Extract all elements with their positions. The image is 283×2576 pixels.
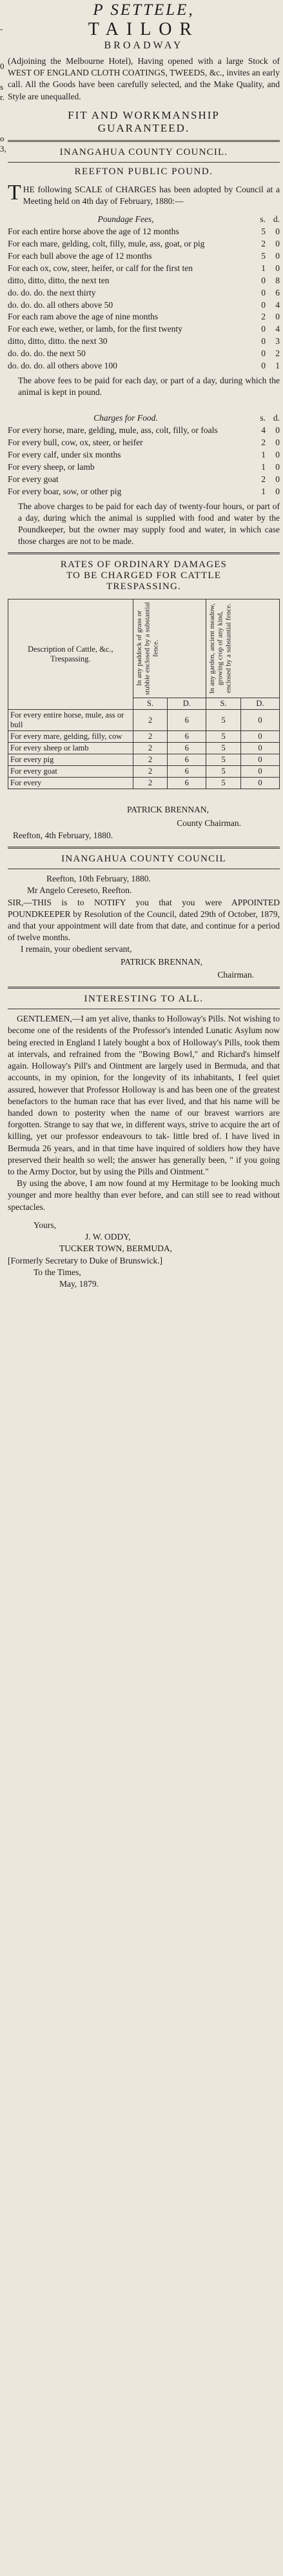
letter-council: INANGAHUA COUNTY COUNCIL (61, 854, 226, 865)
fee-description: For every calf, under six months (8, 450, 121, 459)
damages-row (8, 778, 280, 789)
damages-value: 5 (206, 743, 241, 754)
fee-description: For every horse, mare, gelding, mule, ass, colt, filly, or foals (8, 425, 218, 436)
food-heading: Charges for Food. (93, 413, 158, 423)
fee-shillings: 1 (261, 461, 266, 472)
damages-value: 6 (168, 766, 206, 778)
fee-pence: 3 (275, 336, 280, 347)
fee-shillings: 5 (261, 226, 266, 237)
damages-description: For every sheep or lamb (8, 743, 133, 754)
tailor-trade: TAILOR (88, 19, 200, 39)
fees-header (8, 214, 280, 226)
letter-signer: PATRICK BRENNAN, (120, 956, 202, 967)
fee-row (8, 287, 280, 299)
damages-description: For every mare, gelding, filly, cow (8, 731, 133, 743)
tailor-body: (Adjoining the Melbourne Hotel), Having opened with a large Stock of WEST OF ENGLAND CLOTH COATINGS, TWEEDS, &c., invites an early call. All the Goods have been carefully selected, and the Make Quality, and Style are unequalled. (8, 56, 280, 101)
fee-description: do. do. do. all others above 100 (8, 361, 117, 370)
fee-pence: 0 (275, 450, 280, 459)
damages-description: For every pig (8, 754, 133, 766)
damages-value: 5 (206, 710, 241, 731)
fee-shillings: 5 (261, 250, 266, 261)
fee-row (8, 486, 280, 498)
council-heading: INANGAHUA COUNTY COUNCIL. (59, 146, 228, 157)
damages-description: For every goat (8, 766, 133, 778)
letter-addressee: Mr Angelo Cereseto, Reefton. (27, 885, 132, 896)
fee-description: ditto, ditto, ditto, the next ten (8, 275, 110, 285)
tailor-slogan-1: FIT AND WORKMANSHIP (68, 108, 220, 121)
drop-cap: T (8, 180, 21, 205)
damages-value: 2 (133, 754, 168, 766)
fee-row (8, 238, 280, 250)
letter-closing: I remain, your obedient servant, (21, 944, 132, 954)
damages-value: 6 (168, 778, 206, 789)
fee-pence: 2 (275, 348, 280, 359)
damages-row (8, 710, 280, 731)
fee-row (8, 360, 280, 372)
margin-stub: s (0, 83, 4, 91)
fee-pence: 4 (275, 299, 280, 310)
fee-shillings: 2 (261, 239, 266, 249)
divider (8, 140, 280, 142)
fee-row (8, 461, 280, 474)
fee-pence: 0 (275, 263, 280, 273)
fee-pence: 0 (275, 250, 280, 261)
council-notice (8, 147, 280, 548)
fee-row (8, 250, 280, 263)
col-paddock (133, 599, 206, 698)
col-pence: d. (273, 214, 280, 225)
fee-description: For every sheep, or lamb (8, 461, 95, 472)
damages-value: 6 (168, 710, 206, 731)
letter-signer-title: Chairman. (217, 969, 254, 980)
fee-row (8, 275, 280, 287)
fee-pence: 1 (275, 361, 280, 370)
damages-value: 2 (133, 778, 168, 789)
fee-row (8, 323, 280, 336)
damages-value: 2 (133, 731, 168, 743)
intro-text: HE following SCALE of CHARGES has been adopted by Council at a Meeting held on 4th day of February, 1880:— (23, 184, 280, 206)
holloway-title: INTERESTING TO ALL. (84, 994, 204, 1005)
fee-row (8, 474, 280, 486)
col-garden-label: In any garden, ancient meadow, growing crop of any kind, enclosed by a substantial fence. (208, 603, 233, 694)
fee-pence: 0 (275, 438, 280, 448)
margin-stub: - (0, 25, 3, 33)
fee-pence: 4 (275, 324, 280, 334)
damages-value: 6 (168, 754, 206, 766)
margin-stub: 3, (0, 145, 6, 153)
tailor-name: P SETTELE, (93, 1, 195, 19)
holloway-advertisement (8, 994, 280, 1290)
damages-value: 2 (133, 766, 168, 778)
fee-row (8, 348, 280, 360)
divider (8, 987, 280, 989)
col-shillings: s. (260, 214, 266, 225)
col-unit: S. (206, 698, 241, 710)
fee-description: For every bull, cow, ox, steer, or heifer (8, 438, 143, 448)
pound-heading: REEFTON PUBLIC POUND. (74, 166, 213, 177)
fee-row (8, 311, 280, 323)
damages-description: For every (8, 778, 133, 789)
col-unit: S. (133, 698, 168, 710)
fee-description: do. do. do. the next 50 (8, 348, 86, 359)
fee-shillings: 0 (261, 348, 266, 359)
holloway-body-2: By using the above, I am now found at my Hermitage to be looking much younger and more healthy than ever before, and can still see to read without spectacles. (8, 1178, 280, 1212)
fee-description: For every goat (8, 474, 59, 484)
damages-value: 2 (133, 743, 168, 754)
damages-value: 0 (240, 731, 279, 743)
food-header (8, 412, 280, 425)
fee-pence: 0 (275, 239, 280, 249)
tailor-street: BROADWAY (104, 40, 184, 51)
fee-shillings: 2 (261, 438, 266, 448)
fee-pence: 8 (275, 275, 280, 285)
fee-shillings: 0 (261, 324, 266, 334)
holloway-yours: Yours, (34, 1220, 57, 1230)
food-note: The above charges to be paid for each day of twenty-four hours, or part of a day, during which the animal is supplied with food and water by the Poundkeeper, but the owner may supply food and water, in which case those charges are not to be made. (18, 501, 280, 547)
fee-description: do. do. do. the next thirty (8, 287, 96, 297)
damages-value: 0 (240, 778, 279, 789)
margin-stub: o (0, 134, 5, 143)
appointment-letter (8, 854, 280, 981)
damages-title-2: TO BE CHARGED FOR CATTLE (66, 570, 222, 581)
col-garden (206, 599, 280, 698)
fee-row (8, 263, 280, 275)
damages-row (8, 743, 280, 754)
fee-shillings: 1 (261, 486, 266, 496)
fee-pence: 0 (275, 486, 280, 496)
fee-shillings: 0 (261, 361, 266, 370)
fees-heading: Poundage Fees, (97, 214, 154, 225)
fee-row (8, 226, 280, 238)
col-unit: D. (168, 698, 206, 710)
damages-value: 5 (206, 754, 241, 766)
letter-date: Reefton, 10th February, 1880. (46, 874, 151, 884)
fee-row (8, 425, 280, 437)
holloway-name: J. W. ODDY, (85, 1232, 131, 1242)
margin-stub: r. (0, 93, 5, 101)
col-description: Description of Cattle, &c., Trespassing. (8, 599, 133, 710)
fee-shillings: 0 (261, 275, 266, 285)
damages-value: 6 (168, 743, 206, 754)
damages-title-1: RATES OF ORDINARY DAMAGES (60, 559, 228, 570)
food-list (8, 425, 280, 498)
divider (8, 162, 280, 163)
fee-description: For every boar, sow, or other pig (8, 486, 122, 496)
damages-value: 5 (206, 766, 241, 778)
fee-pence: 0 (275, 474, 280, 484)
fee-shillings: 1 (261, 263, 266, 273)
damages-section (8, 559, 280, 841)
fee-description: For each ram above the age of nine months (8, 312, 159, 322)
fee-description: For each bull above the age of 12 months (8, 250, 152, 261)
fee-shillings: 0 (261, 287, 266, 297)
fee-row (8, 437, 280, 449)
article-column (8, 0, 280, 1290)
col-pence: d. (273, 413, 280, 423)
fee-pence: 0 (275, 461, 280, 472)
damages-date: Reefton, 4th February, 1880. (13, 830, 113, 840)
fee-description: For each ewe, wether, or lamb, for the first twenty (8, 324, 182, 334)
holloway-place: To the Times, (34, 1267, 81, 1277)
fee-shillings: 0 (261, 336, 266, 347)
holloway-date: May, 1879. (59, 1279, 99, 1289)
fee-pence: 0 (275, 425, 280, 436)
fee-shillings: 0 (261, 299, 266, 310)
damages-description: For every entire horse, mule, ass or bull (8, 710, 133, 731)
damages-signer-title: County Chairman. (177, 818, 241, 828)
fee-description: For each ox, cow, steer, heifer, or calf for the first ten (8, 263, 193, 273)
col-shillings: s. (260, 413, 266, 423)
damages-row (8, 766, 280, 778)
fee-pence: 0 (275, 312, 280, 322)
tailor-advertisement (8, 0, 280, 135)
damages-value: 5 (206, 778, 241, 789)
damages-title-3: TRESPASSING. (106, 581, 181, 592)
fee-row (8, 449, 280, 461)
fee-description: do. do. do. all others above 50 (8, 299, 113, 310)
damages-value: 6 (168, 731, 206, 743)
damages-value: 0 (240, 766, 279, 778)
fee-description: ditto, ditto, ditto. the next 30 (8, 336, 108, 347)
fee-shillings: 2 (261, 474, 266, 484)
divider (8, 552, 280, 554)
fee-row (8, 299, 280, 312)
holloway-body-1: GENTLEMEN,—I am yet alive, thanks to Holloway's Pills. Not wishing to become one of the residents of the Professor's intended Lunatic Asylum now being erected in England I lately bought a box of Holloway's Pills, took them at intervals, and refrained from the "Bowing Bowl," and Richard's himself again. Holloway's Pill's and Ointment are largely used in Bermuda, and that accounts, in my opinion, for the longevity of its inhabitants, I feel quiet assured, however that Professor Holloway is and has been one of the greatest benefactors to the human race that has ever lived, and that his name will be handed down to posterity when the name of our bravest warriors are forgotten. Strange to say that we, in different ways, strive to acquire the art of killing, yet our professor endeavours to tak- little bred of. I have lived in Bermuda 26 years, and in that time have inquired of soldiers how they have preserved their health so well; the answer has generally been, " if you going to the Army Doctor, but by using the Pills and Ointment." (8, 1014, 280, 1177)
damages-signer: PATRICK BRENNAN, (126, 805, 209, 815)
fee-shillings: 1 (261, 450, 266, 459)
holloway-address: TUCKER TOWN, BERMUDA, (59, 1243, 173, 1254)
damages-body (8, 710, 280, 789)
divider (8, 847, 280, 849)
damages-table (8, 599, 280, 789)
margin-stub: 0 (0, 62, 5, 70)
letter-body: SIR,—THIS is to NOTIFY you that you were APPOINTED POUNDKEEPER by Resolution of the Council, dated 29th of October, 1879, and that your appointment will date from that date, and continue for a period of twelve months. (8, 897, 280, 943)
council-intro (8, 180, 280, 207)
damages-value: 5 (206, 731, 241, 743)
fee-shillings: 4 (261, 425, 266, 436)
tailor-slogan-2: GUARANTEED. (97, 121, 190, 134)
damages-value: 0 (240, 710, 279, 731)
holloway-former: [Formerly Secretary to Duke of Brunswick.] (8, 1255, 162, 1265)
fee-pence: 6 (275, 287, 280, 297)
fee-shillings: 2 (261, 312, 266, 322)
damages-value: 0 (240, 743, 279, 754)
fee-description: For each entire horse above the age of 12 months (8, 226, 179, 237)
fee-row (8, 336, 280, 348)
fees-note: The above fees to be paid for each day, or part of a day, during which the animal is kept in pound. (18, 375, 280, 397)
col-unit: D. (240, 698, 279, 710)
fee-pence: 0 (275, 226, 280, 237)
fee-description: For each mare, gelding, colt, filly, mule, ass, goat, or pig (8, 239, 205, 249)
fees-list (8, 226, 280, 372)
col-paddock-label: In any paddock of grass or stubble enclosed by a substantial fence. (135, 602, 159, 696)
damages-row (8, 754, 280, 766)
damages-row (8, 731, 280, 743)
damages-value: 2 (133, 710, 168, 731)
damages-value: 0 (240, 754, 279, 766)
